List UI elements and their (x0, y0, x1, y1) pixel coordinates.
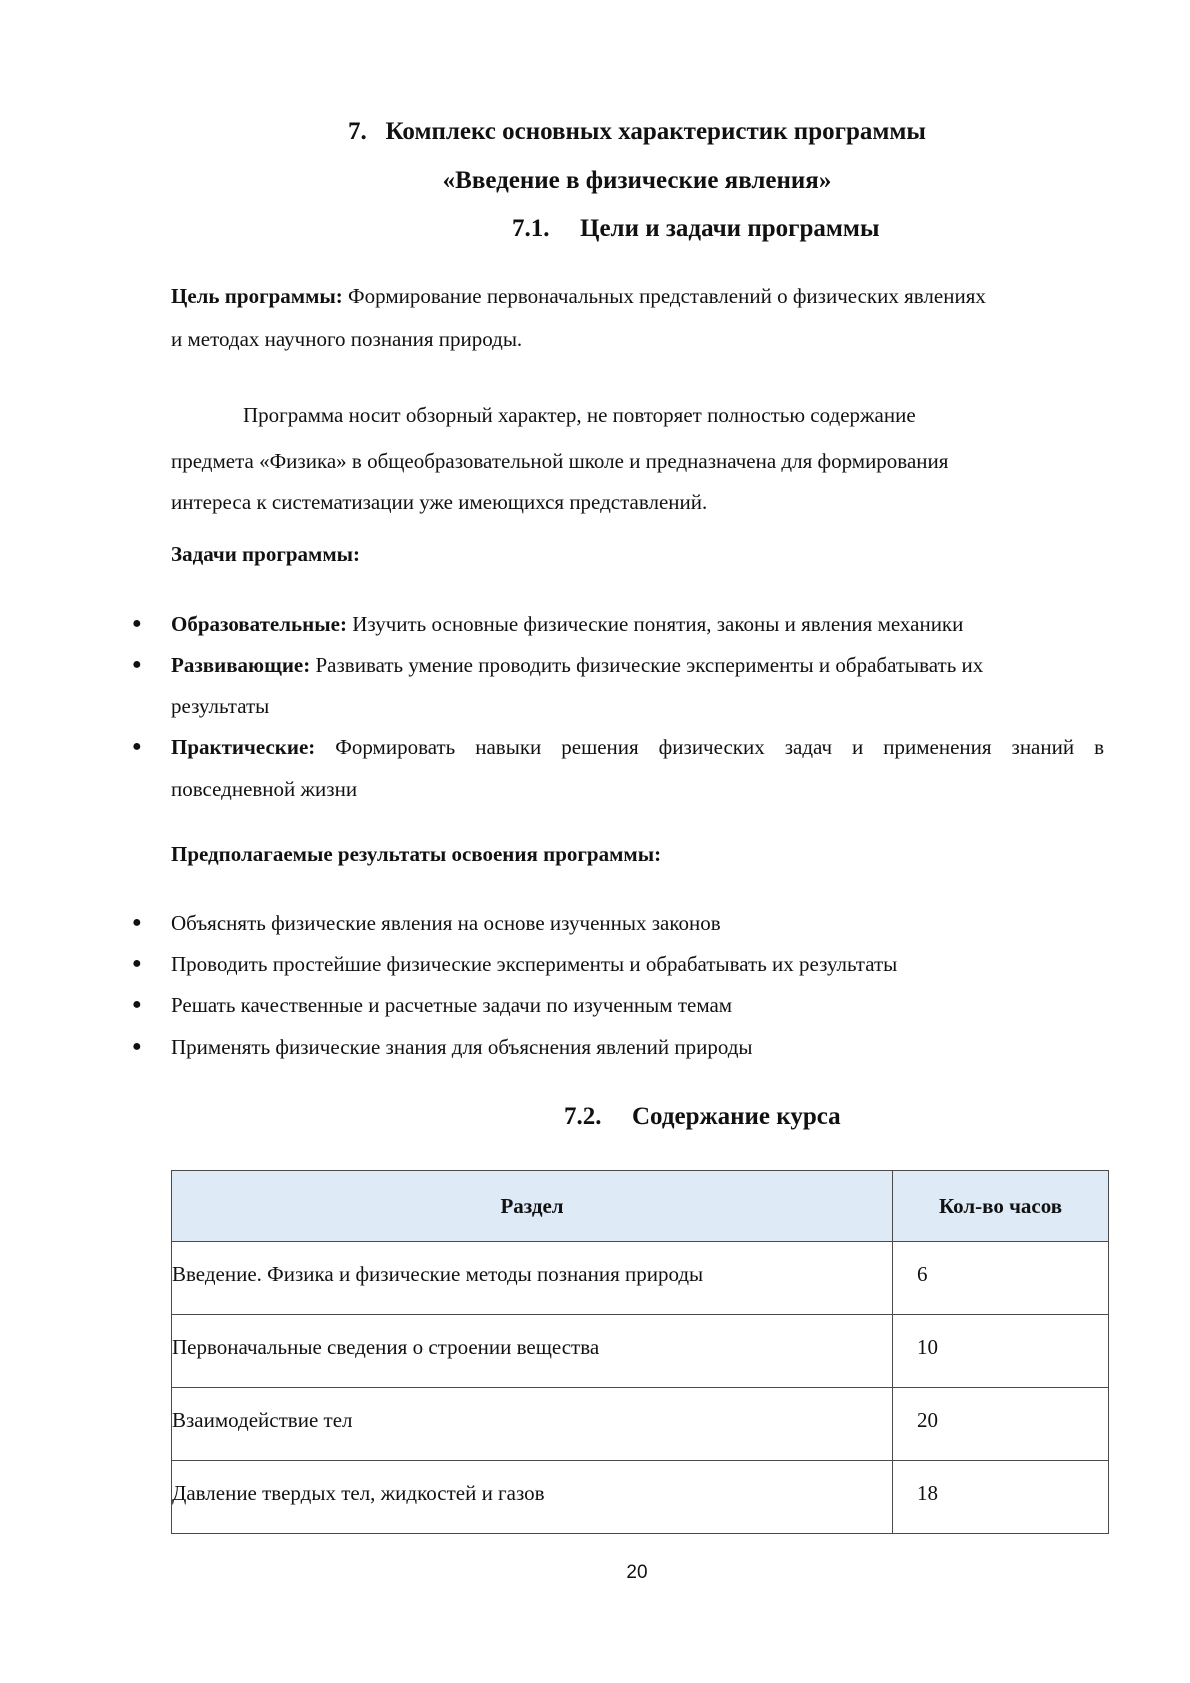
section-number: 7.1. (512, 215, 550, 242)
list-item: Решать качественные и расчетные задачи по изученным темам (171, 993, 733, 1017)
task-text: Развивать умение проводить физические эксперименты и обрабатывать их (315, 653, 984, 677)
overview-line-3: интереса к систематизации уже имеющихся представлений. (171, 490, 708, 514)
bullet-icon: ● (132, 914, 142, 931)
results-heading: Предполагаемые результаты освоения программы: (171, 842, 662, 866)
bullet-icon: ● (132, 615, 142, 632)
list-item: Объяснять физические явления на основе изученных законов (171, 911, 721, 935)
list-item: Применять физические знания для объяснения явлений природы (171, 1035, 753, 1059)
section-title: Содержание курса (632, 1103, 841, 1130)
bullet-icon: ● (132, 996, 142, 1013)
cell-section: Введение. Физика и физические методы познания природы (172, 1242, 893, 1315)
section-heading-7-2 (564, 1102, 841, 1132)
section-heading-7-1 (512, 214, 879, 244)
goal-paragraph (171, 283, 986, 309)
bullet-icon: ● (132, 738, 142, 755)
section-number: 7.2. (564, 1103, 602, 1130)
list-item (171, 734, 1104, 760)
overview-line-2: предмета «Физика» в общеобразовательной школе и предназначена для формирования (171, 449, 949, 473)
chapter-number: 7. (348, 118, 367, 145)
column-header-hours: Кол-во часов (893, 1171, 1109, 1242)
task-label: Развивающие: (171, 653, 311, 677)
section-title: Цели и задачи программы (580, 215, 880, 242)
task-text: Формировать навыки решения физических задач и применения знаний в (335, 735, 1104, 759)
cell-section: Давление твердых тел, жидкостей и газов (172, 1461, 893, 1534)
bullet-icon: ● (132, 656, 142, 673)
chapter-title (0, 117, 1190, 147)
cell-hours: 6 (893, 1242, 1109, 1315)
program-name: «Введение в физические явления» (442, 167, 832, 194)
table-row (172, 1315, 1109, 1388)
page-number: 20 (626, 1562, 648, 1583)
cell-section: Первоначальные сведения о строении вещества (172, 1315, 893, 1388)
course-content-table (171, 1170, 1109, 1534)
goal-label: Цель программы: (171, 284, 343, 308)
bullet-icon: ● (132, 1038, 142, 1055)
table-row (172, 1242, 1109, 1315)
list-item: Проводить простейшие физические эксперименты и обрабатывать их результаты (171, 952, 898, 976)
task-text-cont: повседневной жизни (171, 777, 358, 801)
cell-hours: 10 (893, 1315, 1109, 1388)
task-text: Изучить основные физические понятия, законы и явления механики (352, 612, 964, 636)
bullet-icon: ● (132, 955, 142, 972)
goal-text-cont: и методах научного познания природы. (171, 327, 523, 351)
overview-line-1: Программа носит обзорный характер, не повторяет полностью содержание (243, 403, 916, 427)
cell-hours: 18 (893, 1461, 1109, 1534)
goal-text: Формирование первоначальных представлений о физических явлениях (348, 284, 986, 308)
task-text-cont: результаты (171, 694, 270, 718)
table-row (172, 1461, 1109, 1534)
column-header-section: Раздел (172, 1171, 893, 1242)
task-label: Практические: (171, 735, 316, 759)
list-item (171, 611, 963, 637)
table-row (172, 1388, 1109, 1461)
cell-hours: 20 (893, 1388, 1109, 1461)
chapter-title-text: Комплекс основных характеристик программы (385, 118, 926, 145)
task-label: Образовательные: (171, 612, 347, 636)
table-header-row (172, 1171, 1109, 1242)
cell-section: Взаимодействие тел (172, 1388, 893, 1461)
list-item (171, 652, 983, 678)
tasks-heading: Задачи программы: (171, 542, 361, 566)
